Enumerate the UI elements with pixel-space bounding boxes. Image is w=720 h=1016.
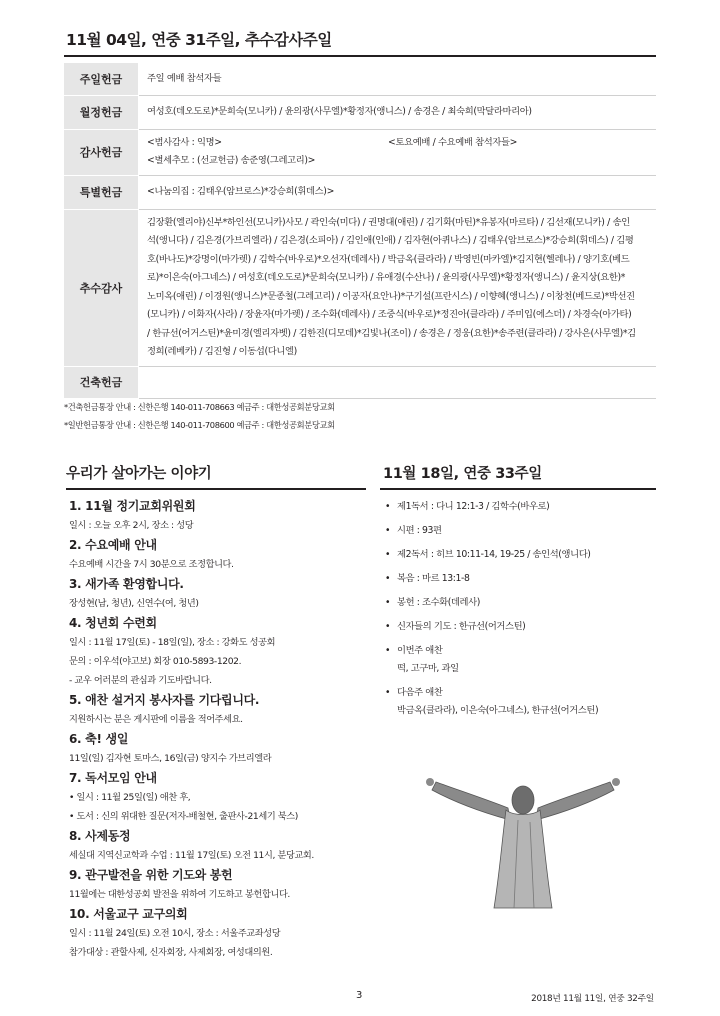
story-item bbox=[69, 826, 369, 865]
offering-label: 주일헌금 bbox=[64, 63, 139, 95]
offering-row-special bbox=[64, 175, 656, 209]
offering-value bbox=[139, 129, 657, 175]
stories-list bbox=[69, 496, 369, 962]
worship-item: • 봉헌 : 조수화(데레사) bbox=[385, 597, 480, 608]
offering-table bbox=[64, 63, 656, 399]
offering-row-building bbox=[64, 366, 656, 398]
thanks-line: <범사감사 : 익명> bbox=[147, 136, 222, 148]
story-line: 장성현(남, 청년), 신연수(여, 청년) bbox=[69, 598, 199, 609]
offering-value: <나눔의집 : 김태우(암브로스)*강승희(휘데스)> bbox=[139, 175, 657, 209]
story-line: 참가대상 : 관할사제, 신자회장, 사제회장, 여성대의원. bbox=[69, 947, 273, 958]
bank-note: *건축헌금통장 안내 : 신한은행 140-011-708663 예금주 : 대한성공회분당교회 bbox=[64, 402, 335, 412]
offering-row-sunday bbox=[64, 63, 656, 95]
offering-label: 월정헌금 bbox=[64, 95, 139, 129]
harvest-line: 김장환(엘리야)신부*하인선(모니카)사모 / 곽인숙(미다) / 권명대(애린) / 김기화(마틴)*유봉자(마르타) / 김선재(모니카) / 송인 bbox=[147, 216, 630, 228]
next-sunday-rule bbox=[380, 488, 656, 490]
story-title: 5. 애찬 설거지 봉사자를 기다립니다. bbox=[69, 693, 260, 707]
story-line: • 도서 : 신의 위대한 질문(저자-배철현, 출판사-21세기 북스) bbox=[69, 811, 298, 822]
story-title: 10. 서울교구 교구의회 bbox=[69, 907, 188, 921]
story-item bbox=[69, 729, 369, 768]
story-item bbox=[69, 613, 369, 690]
worship-item: • 복음 : 마르 13:1-8 bbox=[385, 573, 470, 584]
story-item bbox=[69, 690, 369, 729]
next-sunday-list bbox=[383, 498, 653, 726]
worship-item: • 다음주 애찬 박금옥(클라라), 이은숙(아그네스), 한규선(어거스틴) bbox=[385, 687, 599, 716]
story-title: 6. 축! 생일 bbox=[69, 732, 129, 746]
bank-notes bbox=[64, 398, 656, 434]
story-line: 일시 : 11월 17일(토) - 18일(일), 장소 : 강화도 성공회 bbox=[69, 637, 276, 648]
story-title: 2. 수요예배 안내 bbox=[69, 538, 157, 552]
story-line: 수요예배 시간을 7시 30분으로 조정합니다. bbox=[69, 559, 234, 570]
christ-figure-icon bbox=[418, 760, 628, 910]
story-line: 11일(일) 김자현 토마스, 16일(금) 양지수 가브리엘라 bbox=[69, 753, 272, 764]
story-line: - 교우 어러분의 관심과 기도바랍니다. bbox=[69, 675, 212, 686]
thanks-line: <토요예배 / 수요예배 참석자들> bbox=[388, 136, 518, 148]
story-title: 1. 11월 정기교회위원회 bbox=[69, 499, 196, 513]
next-sunday-heading: 11월 18일, 연중 33주일 bbox=[383, 466, 542, 482]
offering-row-thanks bbox=[64, 129, 656, 175]
thanks-line: <별세추모 : (선교헌금) 송준영(그레고리)> bbox=[147, 155, 316, 166]
worship-item: • 이번주 애찬 떡, 고구마, 과일 bbox=[385, 645, 459, 674]
worship-item: • 시편 : 93편 bbox=[385, 525, 442, 536]
footer-date: 2018년 11월 11일, 연중 32주일 bbox=[531, 994, 654, 1004]
story-title: 8. 사제동정 bbox=[69, 829, 131, 843]
story-item bbox=[69, 496, 369, 535]
offering-row-harvest bbox=[64, 209, 656, 366]
offering-value bbox=[139, 209, 657, 366]
story-title: 9. 관구발전을 위한 기도와 봉헌 bbox=[69, 868, 233, 882]
stories-heading: 우리가 살아가는 이야기 bbox=[66, 466, 212, 482]
story-item bbox=[69, 904, 369, 962]
offering-value: 주일 예배 참석자들 bbox=[139, 63, 657, 95]
story-item bbox=[69, 865, 369, 904]
story-line: 지원하시는 분은 게시판에 이름을 적어주세요. bbox=[69, 714, 243, 725]
harvest-line: 호(바나도)*강명이(마가렛) / 김학수(바우로)*오선자(데레사) / 박금옥(클라라) / 박영빈(마카엘)*김지현(헬레나) / 양기호(베드 bbox=[147, 253, 630, 265]
worship-item: • 제2독서 : 히브 10:11-14, 19-25 / 송인석(앵니다) bbox=[385, 549, 591, 560]
harvest-line: 로)*이은숙(아그네스) / 여성호(데오도로)*문희숙(모니카) / 유애경(수산나) / 윤의광(사무엘)*황정자(앵니스) / 윤지상(요한)* bbox=[147, 272, 626, 283]
worship-item: • 신자들의 기도 : 한규선(어거스틴) bbox=[385, 621, 526, 632]
story-item bbox=[69, 535, 369, 574]
offering-label: 특별헌금 bbox=[64, 175, 139, 209]
title-rule bbox=[64, 55, 656, 57]
story-line: 일시 : 11월 24일(토) 오전 10시, 장소 : 서울주교좌성당 bbox=[69, 928, 281, 939]
offering-label: 추수감사 bbox=[64, 209, 139, 366]
stories-rule bbox=[66, 488, 366, 490]
bank-note: *일반헌금통장 안내 : 신한은행 140-011-708600 예금주 : 대한성공회분당교회 bbox=[64, 420, 335, 430]
worship-item: • 제1독서 : 다니 12:1-3 / 김학수(바우로) bbox=[385, 501, 550, 512]
story-title: 4. 청년회 수련회 bbox=[69, 616, 157, 630]
harvest-line: 석(앵니다) / 김은경(가브리엘라) / 김은경(소피아) / 김인애(인애) / 김자현(아퀴나스) / 김태우(암브로스)*강승희(휘데스) / 김평 bbox=[147, 235, 634, 246]
story-line: • 일시 : 11월 25일(일) 애찬 후, bbox=[69, 792, 191, 803]
story-line: 11월에는 대한성공회 발전을 위하여 기도하고 봉헌합니다. bbox=[69, 889, 290, 900]
harvest-line: 정희(레베카) / 김진형 / 이동섭(다니엘) bbox=[147, 346, 297, 357]
story-item bbox=[69, 768, 369, 826]
offering-value bbox=[139, 366, 657, 398]
page-number: 3 bbox=[356, 990, 363, 1001]
page-title: 11월 04일, 연중 31주일, 추수감사주일 bbox=[66, 31, 332, 49]
offering-label: 감사헌금 bbox=[64, 129, 139, 175]
story-item bbox=[69, 574, 369, 613]
story-line: 문의 : 이우석(야고보) 회장 010-5893-1202. bbox=[69, 656, 242, 667]
harvest-line: 노미옥(애린) / 이경원(앵니스)*문종철(그레고리) / 이공자(요안나)*구기설(프란시스) / 이향혜(앵니스) / 이창천(베드로)*박선진 bbox=[147, 290, 635, 302]
harvest-line: (모니카) / 이화자(사라) / 장윤자(마가렛) / 조수화(데레사) / 조중식(바우로)*정진아(클라라) / 주미입(에스더) / 차경숙(아가타) bbox=[147, 309, 632, 320]
offering-row-monthly bbox=[64, 95, 656, 129]
story-line: 세실대 지역신교학과 수업 : 11월 17일(토) 오전 11시, 분당교회. bbox=[69, 850, 314, 861]
story-title: 7. 독서모임 안내 bbox=[69, 771, 157, 785]
offering-value: 여성호(데오도로)*문희숙(모니카) / 윤의광(사무엘)*황정자(앵니스) / 송경은 / 최숙희(막달라마리아) bbox=[139, 95, 657, 129]
story-title: 3. 새가족 환영합니다. bbox=[69, 577, 184, 591]
harvest-line: / 한규선(어거스틴)*윤미경(엘리자벳) / 김한진(디모데)*김빛나(조이) / 송경은 / 정웅(요한)*송주련(클라라) / 강사은(사무엘)*김 bbox=[147, 327, 636, 339]
offering-label: 건축헌금 bbox=[64, 366, 139, 398]
story-line: 일시 : 오늘 오후 2시, 장소 : 성당 bbox=[69, 520, 194, 531]
